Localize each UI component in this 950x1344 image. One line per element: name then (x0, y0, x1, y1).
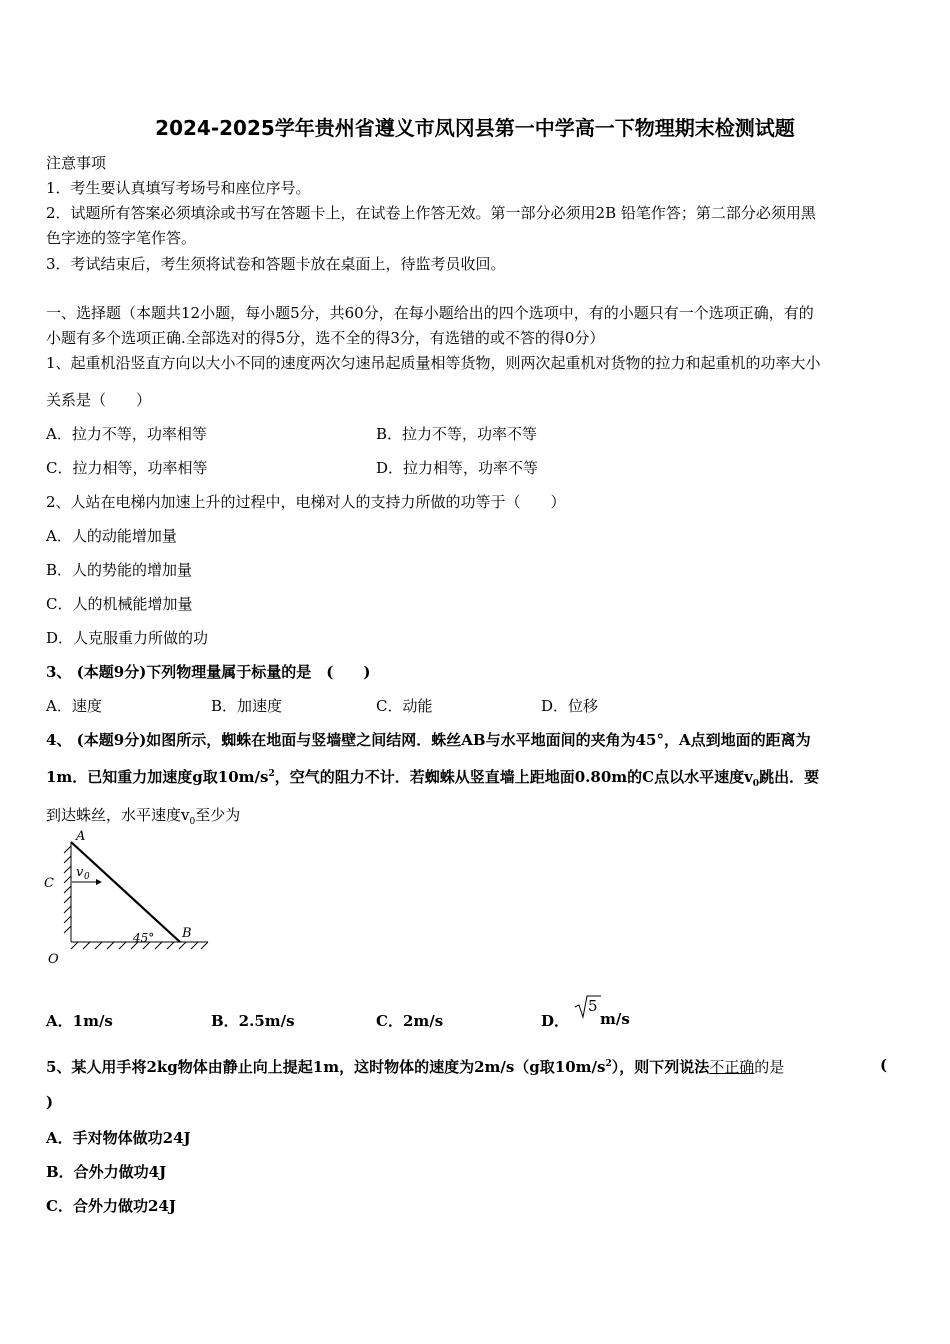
q5-stem-sup: 2 (605, 1059, 612, 1069)
wall-hatching (64, 842, 71, 942)
label-a: A (76, 830, 86, 844)
q1-stem-cont: 关系是（ ） (46, 391, 152, 409)
q5-stem (46, 1056, 784, 1077)
q4-stem-part-b: ，空气的阻力不计．若蜘蛛从竖直墙上距地面0.80m的C点以水平速度v (274, 768, 753, 786)
q4-stem-cont (46, 766, 819, 789)
q5-paren-close: ) (46, 1093, 54, 1111)
q4-option-d-unit: m/s (600, 1010, 630, 1028)
q5-option-b: B．合外力做功4J (46, 1163, 167, 1181)
q4-stem-sup: 2 (268, 769, 275, 779)
q5-stem-part-a: 5、某人用手将2kg物体由静止向上提起1m，这时物体的速度为2m/s（g取10m/s (46, 1058, 606, 1076)
q5-paren-open: ( (880, 1056, 888, 1074)
q1-option-c: C．拉力相等，功率相等 (46, 459, 208, 477)
label-o: O (48, 952, 59, 967)
q2-option-b: B．人的势能的增加量 (46, 561, 193, 579)
q4-option-c: C．2m/s (376, 1012, 444, 1030)
q4-stem: 4、 (本题9分)如图所示，蜘蛛在地面与竖墙壁之间结网．蛛丝AB与水平地面间的夹角为45°，A点到地面的距离为 (46, 731, 811, 749)
q3-option-d: D．位移 (541, 697, 599, 715)
section-heading-cont: 小题有多个选项正确.全部选对的得5分，选不全的得3分，有选错的或不答的得0分） (46, 329, 605, 347)
page-title: 2024-2025学年贵州省遵义市凤冈县第一中学高一下物理期末检测试题 (155, 116, 795, 140)
section-heading: 一、选择题（本题共12小题，每小题5分，共60分，在每小题给出的四个选项中，有的小题只有一个选项正确，有的 (46, 304, 814, 322)
q5-stem-part-c: 的是 (754, 1058, 785, 1076)
q1-option-a: A．拉力不等，功率相等 (46, 425, 207, 443)
q2-option-a: A．人的动能增加量 (46, 527, 177, 545)
label-v: v (76, 865, 84, 880)
q4-stem-end-a: 到达蛛丝，水平速度v (46, 806, 190, 824)
q4-option-b: B．2.5m/s (211, 1012, 295, 1030)
q2-option-d: D．人克服重力所做的功 (46, 629, 209, 647)
q4-stem-end (46, 804, 240, 827)
q5-option-a: A．手对物体做功24J (46, 1129, 191, 1147)
notice-heading: 注意事项 (46, 154, 107, 172)
q5-stem-underlined: 不正确 (709, 1058, 755, 1076)
label-v-sub: 0 (84, 872, 90, 882)
q4-option-d-root: 5 (588, 997, 598, 1015)
q3-stem: 3、 (本题9分)下列物理量属于标量的是 ( ) (46, 663, 371, 681)
q3-option-b: B．加速度 (211, 697, 283, 715)
velocity-arrowhead (96, 879, 102, 885)
q5-option-c: C．合外力做功24J (46, 1197, 176, 1215)
label-b: B (182, 926, 192, 941)
notice-item-3: 3．考试结束后，考生须将试卷和答题卡放在桌面上，待监考员收回。 (46, 255, 506, 273)
silk-ab-line (71, 842, 180, 942)
label-c: C (44, 876, 54, 891)
q1-option-d: D．拉力相等，功率不等 (376, 459, 539, 477)
q4-option-a: A．1m/s (46, 1012, 113, 1030)
label-angle: 45° (133, 931, 155, 945)
q4-stem-part-a: 1m．已知重力加速度g取10m/s (46, 768, 269, 786)
notice-item-2: 2．试题所有答案必须填涂或书写在答题卡上，在试卷上作答无效。第一部分必须用2B 铅笔作答；第二部分必须用黑 (46, 204, 816, 222)
notice-item-1: 1．考生要认真填写考场号和座位序号。 (46, 179, 311, 197)
q3-option-a: A．速度 (46, 697, 102, 715)
q1-stem: 1、起重机沿竖直方向以大小不同的速度两次匀速吊起质量相等货物，则两次起重机对货物的拉力和起重机的功率大小 (46, 354, 821, 372)
notice-item-2-cont: 色字迹的签字笔作答。 (46, 229, 197, 247)
q4-stem-end-sub: 0 (189, 817, 196, 827)
q4-stem-sub: 0 (752, 779, 760, 789)
q2-option-c: C．人的机械能增加量 (46, 595, 193, 613)
q3-option-c: C．动能 (376, 697, 433, 715)
q1-option-b: B．拉力不等，功率不等 (376, 425, 538, 443)
q4-stem-part-c: 跳出．要 (759, 768, 820, 786)
spider-web-figure (40, 830, 220, 970)
q4-stem-end-b: 至少为 (195, 806, 241, 824)
q5-stem-part-b: ），则下列说法 (611, 1058, 710, 1076)
q2-stem: 2、人站在电梯内加速上升的过程中，电梯对人的支持力所做的功等于（ ） (46, 493, 566, 511)
q4-option-d-prefix: D． (541, 1012, 570, 1030)
